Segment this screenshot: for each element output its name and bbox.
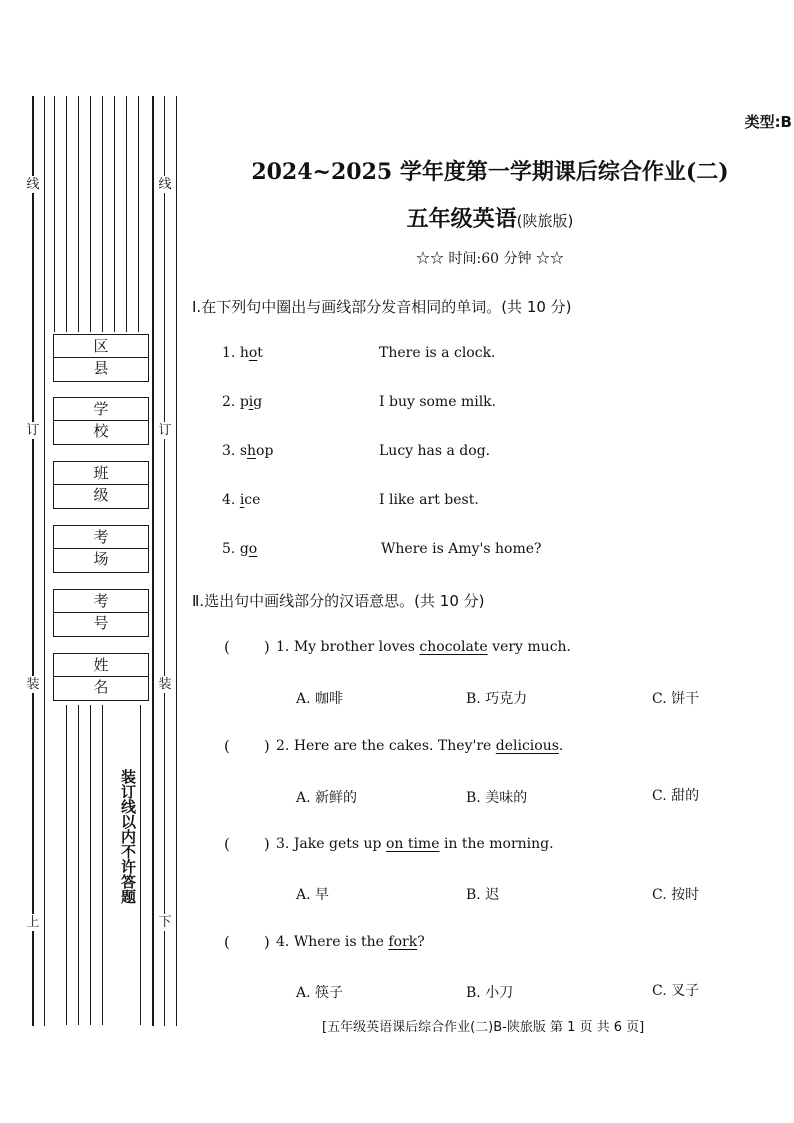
field-exam-number[interactable] [53,589,149,637]
field-label: 考号 [54,590,148,613]
sentence-part: Where is the [293,934,389,950]
binding-line [102,705,103,1025]
field-label: 姓名 [54,654,148,677]
question-number: 3. [222,443,240,459]
word-part: ce [244,492,261,508]
question-number: 4. [222,492,240,508]
question-sentence: Where is Amy's home? [381,541,542,557]
section-heading: Ⅰ.在下列句中圈出与画线部分发音相同的单词。(共 10 分) [192,298,572,316]
field-label: 学校 [54,398,148,421]
page-subtitle [200,202,780,233]
answer-blank[interactable] [224,737,270,755]
word-part: g [253,394,263,410]
binding-line [78,705,79,1025]
binding-char: 订 [158,423,172,438]
option-a: A. 咖啡 [296,691,344,707]
paren-open: ( [224,933,230,951]
section-heading: Ⅱ.选出句中画线部分的汉语意思。(共 10 分) [192,592,485,610]
word-part: op [256,443,274,459]
binding-line [66,705,67,1025]
sentence-part: My brother loves [293,639,420,655]
question-word [222,345,263,361]
underlined-phrase: chocolate [419,639,488,655]
binding-char: 订 [26,423,40,438]
field-label: 区县 [54,335,148,358]
question-number: 2. [276,738,294,754]
question-sentence: I buy some milk. [379,394,497,410]
question-sentence [276,639,571,655]
question-word [222,443,273,459]
word-part: s [239,443,247,459]
answer-blank[interactable] [224,835,270,853]
binding-line [90,705,91,1025]
question-sentence: I like art best. [379,492,479,508]
word-part: g [239,541,249,557]
paren-close: ) [263,835,270,853]
binding-line [78,96,79,332]
option-b: B. 小刀 [466,985,514,1001]
subtitle-edition: (陕旅版) [516,212,574,230]
page-title: 2024~2025 学年度第一学期课后综合作业(二) [251,159,729,185]
binding-line [138,96,139,332]
sentence-part: Jake gets up [293,836,386,852]
underlined-phrase: delicious [495,738,559,754]
binding-line [90,96,91,332]
question-sentence: Lucy has a dog. [379,443,491,459]
answer-blank[interactable] [224,933,270,951]
binding-line [140,705,141,1025]
sentence-part: Here are the cakes. They're [293,738,496,754]
binding-line [176,96,177,1026]
answer-blank[interactable] [224,638,270,656]
question-sentence [276,738,563,754]
option-c: C. 饼干 [652,691,700,707]
binding-line [44,96,45,1026]
question-word [222,541,257,557]
underlined-letter: o [248,345,258,361]
time-limit: ☆☆ 时间:60 分钟 ☆☆ [416,251,564,267]
question-number: 3. [276,836,294,852]
binding-note: 装订线以内不许答题 [118,765,139,908]
field-exam-room[interactable] [53,525,149,573]
question-number: 5. [222,541,240,557]
question-number: 4. [276,934,294,950]
sentence-part: in the morning. [439,836,554,852]
paren-open: ( [224,737,230,755]
underlined-letter: i [248,394,254,410]
option-a: A. 筷子 [296,985,344,1001]
question-sentence [276,836,554,852]
binding-line [152,96,154,1026]
paren-open: ( [224,835,230,853]
field-district[interactable] [53,334,149,382]
binding-line [32,96,34,1026]
binding-line [164,96,165,1026]
paren-open: ( [224,638,230,656]
binding-char: 下 [158,915,172,930]
word-part: t [257,345,263,361]
binding-line [102,96,103,332]
question-number: 1. [276,639,294,655]
question-sentence [276,934,425,950]
page-footer: [五年级英语课后综合作业(二)B-陕旅版 第 1 页 共 6 页] [322,1020,645,1035]
binding-char: 装 [158,677,172,692]
paren-close: ) [263,638,270,656]
option-c: C. 叉子 [652,983,700,999]
field-school[interactable] [53,397,149,445]
sentence-part: . [558,738,564,754]
sentence-part: ? [417,934,425,950]
paren-close: ) [263,933,270,951]
underlined-phrase: fork [388,934,418,950]
binding-char: 上 [26,915,40,930]
sentence-part: very much. [487,639,571,655]
word-part: h [239,345,249,361]
binding-line [126,96,127,332]
option-a: A. 早 [296,887,330,903]
question-word [222,394,262,410]
binding-char: 装 [26,677,40,692]
binding-char: 线 [26,177,40,192]
word-part: p [239,394,249,410]
option-a: A. 新鲜的 [296,790,358,806]
field-name[interactable] [53,653,149,701]
underlined-phrase: on time [385,836,440,852]
option-c: C. 甜的 [652,788,700,804]
field-label: 考场 [54,526,148,549]
paren-close: ) [263,737,270,755]
field-class[interactable] [53,461,149,509]
option-b: B. 巧克力 [466,691,528,707]
option-c: C. 按时 [652,887,700,903]
underlined-letter: h [247,443,257,459]
option-b: B. 美味的 [466,790,528,806]
question-word [222,492,260,508]
type-tag: 类型:B [744,113,792,131]
binding-char: 线 [158,177,172,192]
binding-line [114,96,115,332]
question-number: 2. [222,394,240,410]
question-sentence: There is a clock. [379,345,496,361]
option-b: B. 迟 [466,887,500,903]
underlined-letter: o [248,541,258,557]
underlined-letter: i [239,492,245,508]
field-label: 班级 [54,462,148,485]
binding-line [66,96,67,332]
question-number: 1. [222,345,240,361]
binding-line [54,96,55,332]
subtitle-text: 五年级英语 [406,207,517,232]
